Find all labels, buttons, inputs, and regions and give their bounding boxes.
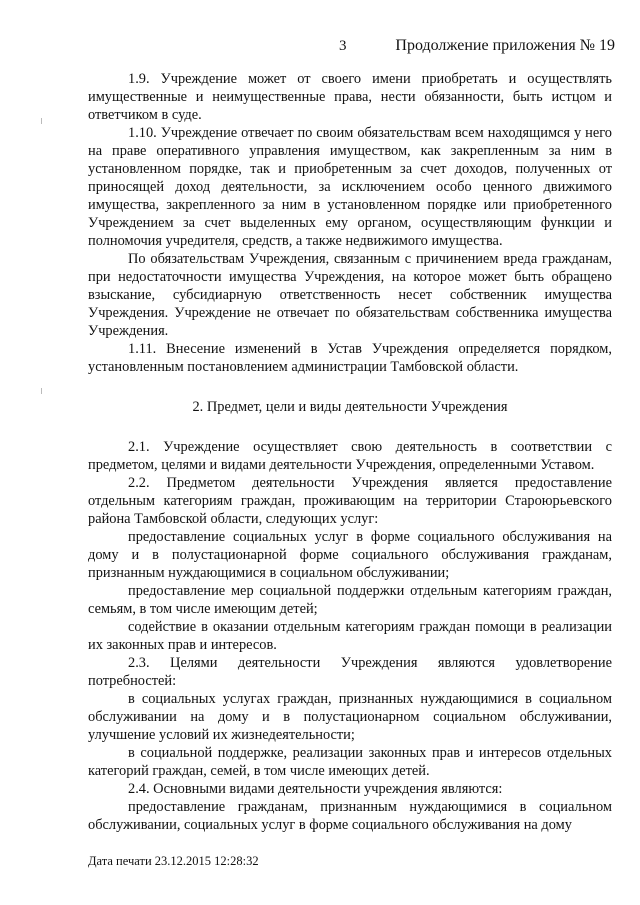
paragraph: предоставление мер социальной поддержки отдельным категориям граждан, семьям, в том числе имеющим детей; [88,583,612,617]
margin-mark [41,388,42,394]
paragraph: предоставление гражданам, признанным нуждающимися в социальном обслуживании, социальных услуг в форме социального обслуживания на дому [88,799,612,833]
paragraph: 2.2. Предметом деятельности Учреждения является предоставление отдельным категориям граждан, проживающим на территории Староюрьевского района Тамбовской области, следующих услуг: [88,475,612,527]
section-heading: 2. Предмет, цели и виды деятельности Учреждения [192,399,508,415]
margin-mark [41,118,42,124]
paragraph: содействие в оказании отдельным категориям граждан помощи в реализации их законных прав и интересов. [88,619,612,653]
paragraph: 2.1. Учреждение осуществляет свою деятельность в соответствии с предметом, целями и видами деятельности Учреждения, определенными Уставом. [88,439,612,473]
print-date: Дата печати 23.12.2015 12:28:32 [88,854,259,868]
paragraph: 1.9. Учреждение может от своего имени приобретать и осуществлять имущественные и неимущественные права, нести обязанности, быть истцом и ответчиком в суде. [88,71,612,123]
paragraph: в социальных услугах граждан, признанных нуждающимися в социальном обслуживании на дому и в полустационарном социальном обслуживании, улучшение условий их жизнедеятельности; [88,691,612,743]
paragraph: 1.11. Внесение изменений в Устав Учреждения определяется порядком, установленным постановлением администрации Тамбовской области. [88,341,612,375]
appendix-title: Продолжение приложения № 19 [395,37,615,54]
page-number: 3 [339,38,347,54]
paragraph: предоставление социальных услуг в форме социального обслуживания на дому и в полустационарной форме социального обслуживания гражданам, признанным нуждающимися в социальном обслуживании; [88,529,612,581]
paragraph: 1.10. Учреждение отвечает по своим обязательствам всем находящимся у него на праве оперативного управления имуществом, как закрепленным за ним в установленном порядке, так и приобретенным за счет доходов, полученных от приносящей доход деятельности, за исключением особо ценного движимого имущества, закрепленного за ним в установленном порядке или приобретенного Учреждением за счет выделенных ему органом, осуществляющим функции и полномочия учредителя, средств, а также недвижимого имущества. [88,125,612,249]
paragraph: в социальной поддержке, реализации законных прав и интересов отдельных категорий граждан, семей, в том числе имеющих детей. [88,745,612,779]
document-body [88,70,612,834]
paragraph: 2.3. Целями деятельности Учреждения являются удовлетворение потребностей: [88,655,612,689]
paragraph: 2.4. Основными видами деятельности учреждения являются: [128,781,503,797]
paragraph: По обязательствам Учреждения, связанным с причинением вреда гражданам, при недостаточности имущества Учреждения, на которое может быть обращено взыскание, субсидиарную ответственность несет собственник имущества Учреждения. Учреждение не отвечает по обязательствам собственника имущества Учреждения. [88,251,612,339]
